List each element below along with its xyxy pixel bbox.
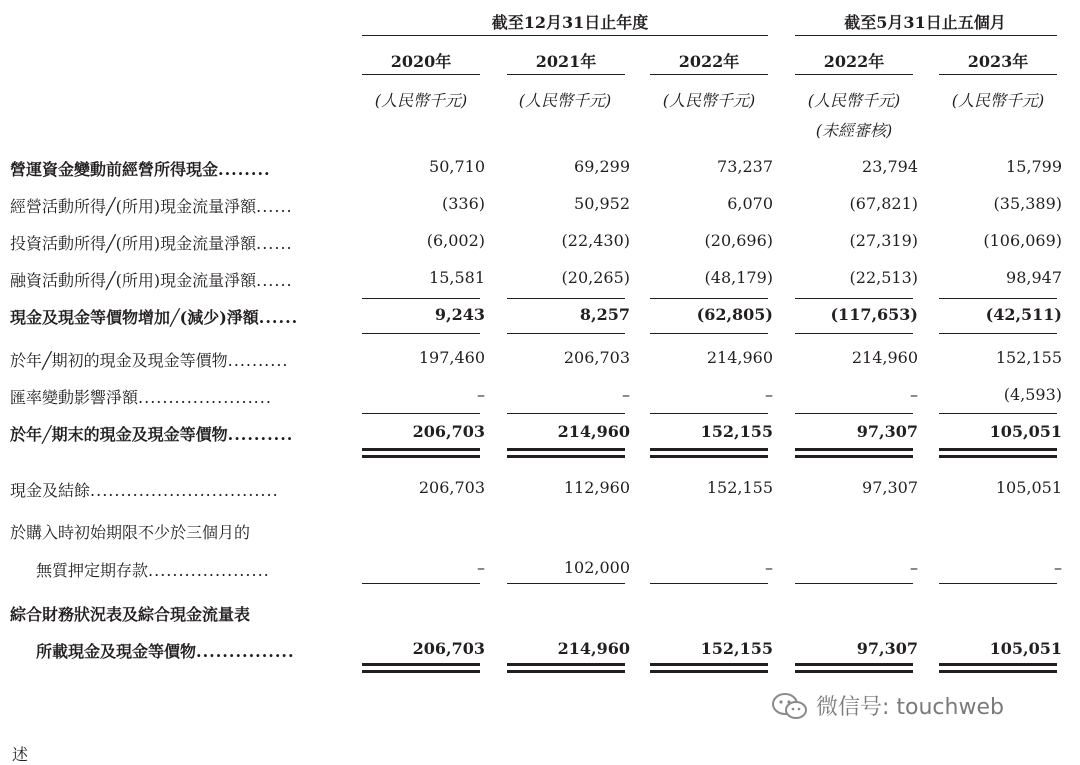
- table-cell: –: [910, 385, 918, 404]
- table-cell: –: [477, 385, 485, 404]
- table-cell: (35,389): [993, 194, 1062, 213]
- column-rule: [650, 74, 768, 75]
- column-rule: [362, 74, 480, 75]
- subtotal-rule: [362, 583, 480, 584]
- period-group-rule: [795, 35, 1057, 36]
- double-rule: [795, 448, 913, 451]
- double-rule: [795, 663, 913, 666]
- table-cell: 206,703: [412, 422, 485, 441]
- subtotal-rule: [650, 298, 768, 299]
- row-label: [10, 385, 340, 408]
- table-cell: 97,307: [862, 478, 918, 497]
- double-rule: [507, 670, 625, 673]
- row-label: [10, 268, 340, 291]
- double-rule: [939, 663, 1057, 666]
- table-cell: 15,799: [1006, 157, 1062, 176]
- column-year-2022-ytd: 2022年: [823, 52, 885, 71]
- subtotal-rule: [507, 583, 625, 584]
- dot-leader: ......: [256, 271, 293, 290]
- table-cell: 214,960: [706, 348, 773, 367]
- column-rule: [939, 74, 1057, 75]
- subtotal-rule: [795, 583, 913, 584]
- row-label: [36, 558, 340, 581]
- watermark-text: 微信号: touchweb: [816, 695, 1004, 720]
- dot-leader: ......................: [138, 388, 272, 407]
- row-label: [10, 520, 340, 543]
- subtotal-rule: [650, 583, 768, 584]
- dot-leader: ..........: [227, 351, 289, 370]
- table-cell: (6,002): [426, 231, 485, 250]
- footer-fragment: 述: [12, 745, 29, 764]
- row-label: [36, 639, 340, 662]
- double-rule: [362, 663, 480, 666]
- table-cell: –: [765, 558, 773, 577]
- double-rule: [939, 448, 1057, 451]
- unit-label: (人民幣千元): [374, 91, 468, 110]
- row-label-text: 匯率變動影響淨額: [10, 388, 139, 407]
- column-year-2022: 2022年: [678, 52, 740, 71]
- column-year-2020: 2020年: [390, 52, 452, 71]
- subtotal-rule: [939, 333, 1057, 334]
- table-cell: 50,710: [429, 157, 485, 176]
- subtotal-rule: [795, 298, 913, 299]
- subtotal-rule: [939, 583, 1057, 584]
- table-cell: 73,237: [717, 157, 773, 176]
- subtotal-rule: [362, 333, 480, 334]
- dot-leader: ......: [256, 234, 293, 253]
- row-label: [10, 305, 340, 328]
- table-cell: 9,243: [434, 305, 485, 324]
- row-label: [10, 231, 340, 254]
- table-cell: (20,696): [704, 231, 773, 250]
- subtotal-rule: [362, 298, 480, 299]
- subtotal-rule: [650, 413, 768, 414]
- table-cell: (27,319): [849, 231, 918, 250]
- subtotal-rule: [795, 413, 913, 414]
- double-rule: [507, 455, 625, 458]
- row-label-text: 無質押定期存款: [36, 561, 149, 580]
- table-cell: (22,430): [561, 231, 630, 250]
- double-rule: [507, 663, 625, 666]
- subtotal-rule: [939, 298, 1057, 299]
- table-cell: 8,257: [579, 305, 630, 324]
- table-cell: 50,952: [574, 194, 630, 213]
- table-cell: (117,653): [830, 305, 918, 324]
- table-cell: 105,051: [989, 422, 1062, 441]
- table-cell: 197,460: [418, 348, 485, 367]
- table-cell: (4,593): [1003, 385, 1062, 404]
- dot-leader: ....................: [148, 561, 270, 580]
- row-label-text: 綜合財務狀況表及綜合現金流量表: [10, 605, 251, 624]
- table-cell: (42,511): [985, 305, 1062, 324]
- dot-leader: ...............: [196, 642, 295, 661]
- table-cell: 6,070: [727, 194, 773, 213]
- double-rule: [507, 448, 625, 451]
- double-rule: [939, 670, 1057, 673]
- table-cell: 105,051: [995, 478, 1062, 497]
- subtotal-rule: [507, 413, 625, 414]
- dot-leader: ...............................: [90, 481, 279, 500]
- double-rule: [795, 670, 913, 673]
- year-group-rule: [362, 35, 768, 36]
- row-label-text: 投資活動所得╱(所用)現金流量淨額: [10, 234, 257, 253]
- table-cell: –: [622, 385, 630, 404]
- dot-leader: ..........: [227, 425, 294, 444]
- table-cell: 214,960: [851, 348, 918, 367]
- column-year-2023-ytd: 2023年: [967, 52, 1029, 71]
- subtotal-rule: [507, 298, 625, 299]
- table-cell: (67,821): [849, 194, 918, 213]
- double-rule: [939, 455, 1057, 458]
- year-group-header: 截至12月31日止年度: [491, 13, 649, 32]
- table-cell: (106,069): [983, 231, 1062, 250]
- row-label-text: 所載現金及現金等價物: [36, 642, 197, 661]
- subtotal-rule: [795, 333, 913, 334]
- double-rule: [650, 670, 768, 673]
- table-cell: 206,703: [563, 348, 630, 367]
- row-label: [10, 478, 340, 501]
- table-cell: 112,960: [563, 478, 630, 497]
- watermark: [770, 690, 1004, 721]
- double-rule: [650, 663, 768, 666]
- dot-leader: ........: [218, 160, 271, 179]
- unit-label: (人民幣千元): [807, 91, 901, 110]
- table-cell: 152,155: [995, 348, 1062, 367]
- table-cell: 206,703: [412, 639, 485, 658]
- table-cell: –: [765, 385, 773, 404]
- row-label-text: 營運資金變動前經營所得現金: [10, 160, 219, 179]
- double-rule: [795, 455, 913, 458]
- subtotal-rule: [650, 333, 768, 334]
- double-rule: [362, 448, 480, 451]
- period-group-header: 截至5月31日止五個月: [844, 13, 1006, 32]
- table-cell: 69,299: [574, 157, 630, 176]
- table-cell: (336): [441, 194, 485, 213]
- row-label-text: 融資活動所得╱(所用)現金流量淨額: [10, 271, 257, 290]
- row-label-text: 現金及結餘: [10, 481, 91, 500]
- table-cell: 152,155: [700, 422, 773, 441]
- table-cell: (48,179): [704, 268, 773, 287]
- table-cell: –: [477, 558, 485, 577]
- unit-label: (人民幣千元): [518, 91, 612, 110]
- subtotal-rule: [362, 413, 480, 414]
- double-rule: [362, 670, 480, 673]
- table-cell: 206,703: [418, 478, 485, 497]
- row-label: [10, 348, 340, 371]
- row-label-text: 現金及現金等價物增加╱(減少)淨額: [10, 308, 259, 327]
- dot-leader: ......: [256, 197, 293, 216]
- row-label: [10, 194, 340, 217]
- table-cell: 97,307: [856, 639, 918, 658]
- table-cell: (62,805): [696, 305, 773, 324]
- table-cell: 152,155: [706, 478, 773, 497]
- table-cell: –: [910, 558, 918, 577]
- table-cell: –: [1054, 558, 1062, 577]
- table-cell: 98,947: [1006, 268, 1062, 287]
- unaudited-label: (未經審核): [815, 121, 893, 140]
- table-cell: 214,960: [557, 639, 630, 658]
- double-rule: [362, 455, 480, 458]
- row-label-text: 於年╱期末的現金及現金等價物: [10, 425, 228, 444]
- table-cell: 214,960: [557, 422, 630, 441]
- wechat-icon: [770, 691, 810, 721]
- double-rule: [650, 448, 768, 451]
- table-cell: (20,265): [561, 268, 630, 287]
- row-label: [10, 157, 340, 180]
- column-rule: [507, 74, 625, 75]
- table-cell: 102,000: [563, 558, 630, 577]
- table-cell: 105,051: [989, 639, 1062, 658]
- table-cell: (22,513): [849, 268, 918, 287]
- table-cell: 23,794: [862, 157, 918, 176]
- subtotal-rule: [507, 333, 625, 334]
- table-cell: 15,581: [429, 268, 485, 287]
- row-label-text: 於購入時初始期限不少於三個月的: [10, 523, 251, 542]
- unit-label: (人民幣千元): [662, 91, 756, 110]
- dot-leader: ......: [258, 308, 299, 327]
- row-label-text: 經營活動所得╱(所用)現金流量淨額: [10, 197, 257, 216]
- column-rule: [795, 74, 913, 75]
- subtotal-rule: [939, 413, 1057, 414]
- table-cell: 152,155: [700, 639, 773, 658]
- double-rule: [650, 455, 768, 458]
- column-year-2021: 2021年: [535, 52, 597, 71]
- row-label: [10, 422, 340, 445]
- unit-label: (人民幣千元): [951, 91, 1045, 110]
- row-label: [10, 602, 340, 625]
- table-cell: 97,307: [856, 422, 918, 441]
- row-label-text: 於年╱期初的現金及現金等價物: [10, 351, 228, 370]
